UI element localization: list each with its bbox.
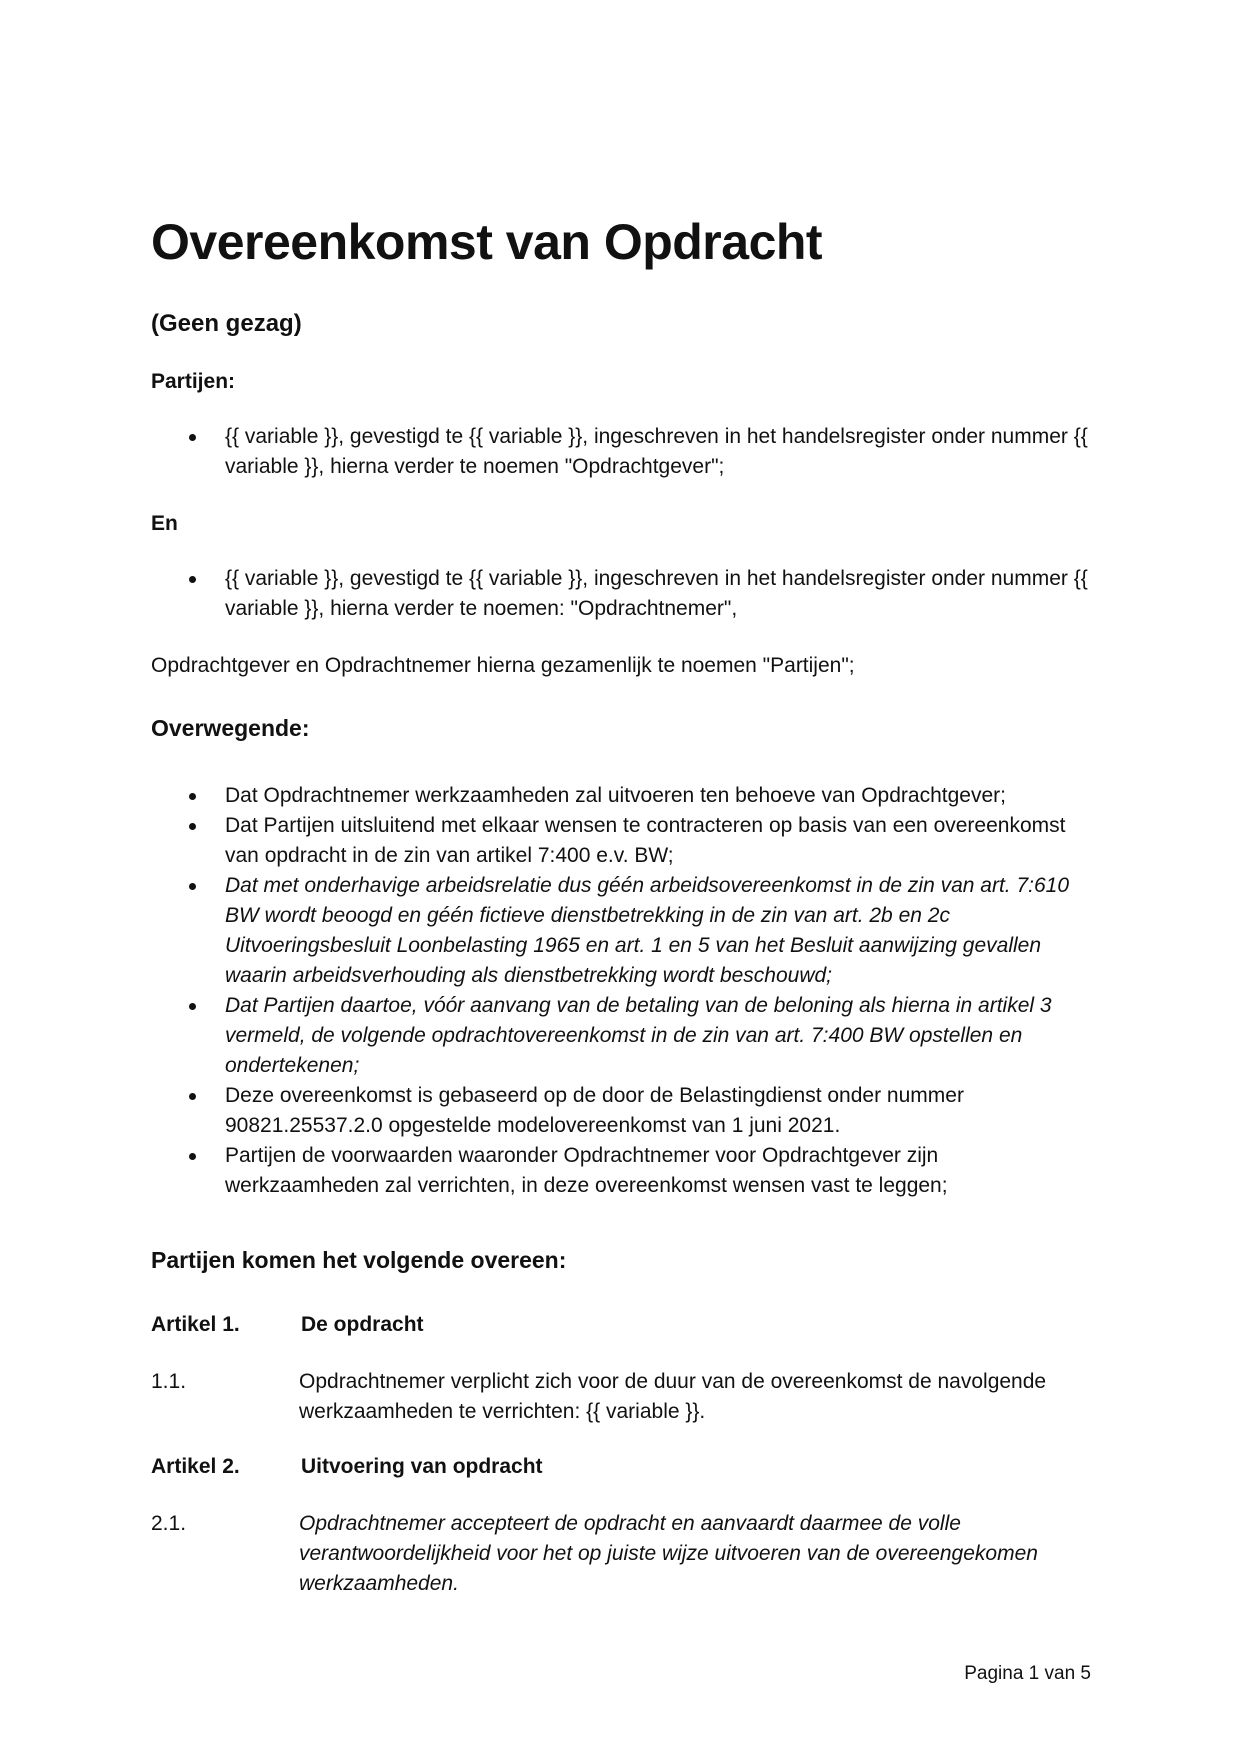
consideration-text: Dat Partijen uitsluitend met elkaar wensen te contracteren op basis van een overeenkomst van opdracht in de zin van artikel 7:400 e.v. BW; xyxy=(225,814,1066,867)
article-title: De opdracht xyxy=(301,1313,424,1336)
bullet-icon xyxy=(189,793,196,800)
consideration-text: Partijen de voorwaarden waaronder Opdrachtnemer voor Opdrachtgever zijn werkzaamheden zal verrichten, in deze overeenkomst wensen vast te leggen; xyxy=(225,1144,948,1197)
party-1-list xyxy=(151,422,1091,482)
article-number: Artikel 1. xyxy=(151,1313,240,1336)
consideration-text: Dat Partijen daartoe, vóór aanvang van de betaling van de beloning als hierna in artikel 3 vermeld, de volgende opdrachtovereenkomst in de zin van art. 7:400 BW opstellen en ondertekenen; xyxy=(225,994,1052,1077)
clause-2-1 xyxy=(151,1509,1091,1599)
page-number: Pagina 1 van 5 xyxy=(964,1663,1091,1684)
agreement-heading-text: Partijen komen het volgende overeen: xyxy=(151,1247,567,1273)
list-item xyxy=(151,564,1091,624)
bullet-icon xyxy=(189,883,196,890)
clause-text: Opdrachtnemer accepteert de opdracht en aanvaardt daarmee de volle verantwoordelijkheid voor het op juiste wijze uitvoeren van de overeengekomen werkzaamheden. xyxy=(299,1512,1038,1595)
consideration-text: Dat met onderhavige arbeidsrelatie dus géén arbeidsovereenkomst in de zin van art. 7:610 BW wordt beoogd en géén fictieve dienstbetrekking in de zin van art. 2b en 2c Uitvoeringsbesluit Loonbelasting 1965 en art. 1 en 5 van het Besluit aanwijzing gevallen waarin arbeidsverhouding als dienstbetrekking wordt beschouwd; xyxy=(225,874,1070,987)
and-label-text: En xyxy=(151,512,178,535)
considerations-heading-text: Overwegende: xyxy=(151,715,310,741)
document-page xyxy=(151,0,1091,1754)
considerations-list xyxy=(151,781,1091,1201)
bullet-icon xyxy=(189,1153,196,1160)
consideration-text: Deze overeenkomst is gebaseerd op de door de Belastingdienst onder nummer 90821.25537.2.0 opgestelde modelovereenkomst van 1 juni 2021. xyxy=(225,1084,964,1137)
clause-text: Opdrachtnemer verplicht zich voor de duur van de overeenkomst de navolgende werkzaamheden te verrichten: {{ variable }}. xyxy=(299,1370,1047,1423)
clause-number: 2.1. xyxy=(151,1512,187,1535)
bullet-icon xyxy=(189,823,196,830)
party-2-list xyxy=(151,564,1091,624)
list-item xyxy=(151,811,1091,871)
article-number: Artikel 2. xyxy=(151,1455,240,1478)
considerations-bullets xyxy=(151,781,1091,1201)
article-1-heading xyxy=(151,1310,424,1340)
party-2-text: {{ variable }}, gevestigd te {{ variable }}, ingeschreven in het handelsregister onder nummer {{ variable }}, hierna verder te noemen: "Opdrachtnemer", xyxy=(225,567,1088,620)
bullet-icon xyxy=(189,576,196,583)
parties-joint-text: Opdrachtgever en Opdrachtnemer hierna gezamenlijk te noemen "Partijen"; xyxy=(151,654,855,677)
list-item xyxy=(151,991,1091,1081)
considerations-heading xyxy=(151,713,1091,745)
bullet-icon xyxy=(189,434,196,441)
party-1-text: {{ variable }}, gevestigd te {{ variable }}, ingeschreven in het handelsregister onder nummer {{ variable }}, hierna verder te noemen "Opdrachtgever"; xyxy=(225,425,1088,478)
list-item xyxy=(151,1081,1091,1141)
list-item xyxy=(151,1141,1091,1201)
clause-1-1 xyxy=(151,1367,1091,1427)
document-subtitle: (Geen gezag) xyxy=(151,310,302,337)
article-2-heading xyxy=(151,1452,543,1482)
parties-joint xyxy=(151,651,1091,681)
list-item xyxy=(151,871,1091,991)
and-label xyxy=(151,509,1091,539)
party-1 xyxy=(151,422,1091,482)
consideration-text: Dat Opdrachtnemer werkzaamheden zal uitvoeren ten behoeve van Opdrachtgever; xyxy=(225,784,1006,807)
party-2 xyxy=(151,564,1091,624)
parties-label-text: Partijen: xyxy=(151,370,236,393)
article-title: Uitvoering van opdracht xyxy=(301,1455,543,1478)
clause-number: 1.1. xyxy=(151,1370,187,1393)
list-item xyxy=(151,422,1091,482)
bullet-icon xyxy=(189,1093,196,1100)
list-item xyxy=(151,781,1091,811)
document-title: Overeenkomst van Opdracht xyxy=(151,214,823,270)
bullet-icon xyxy=(189,1003,196,1010)
parties-label xyxy=(151,367,1091,397)
agreement-heading xyxy=(151,1245,1091,1277)
